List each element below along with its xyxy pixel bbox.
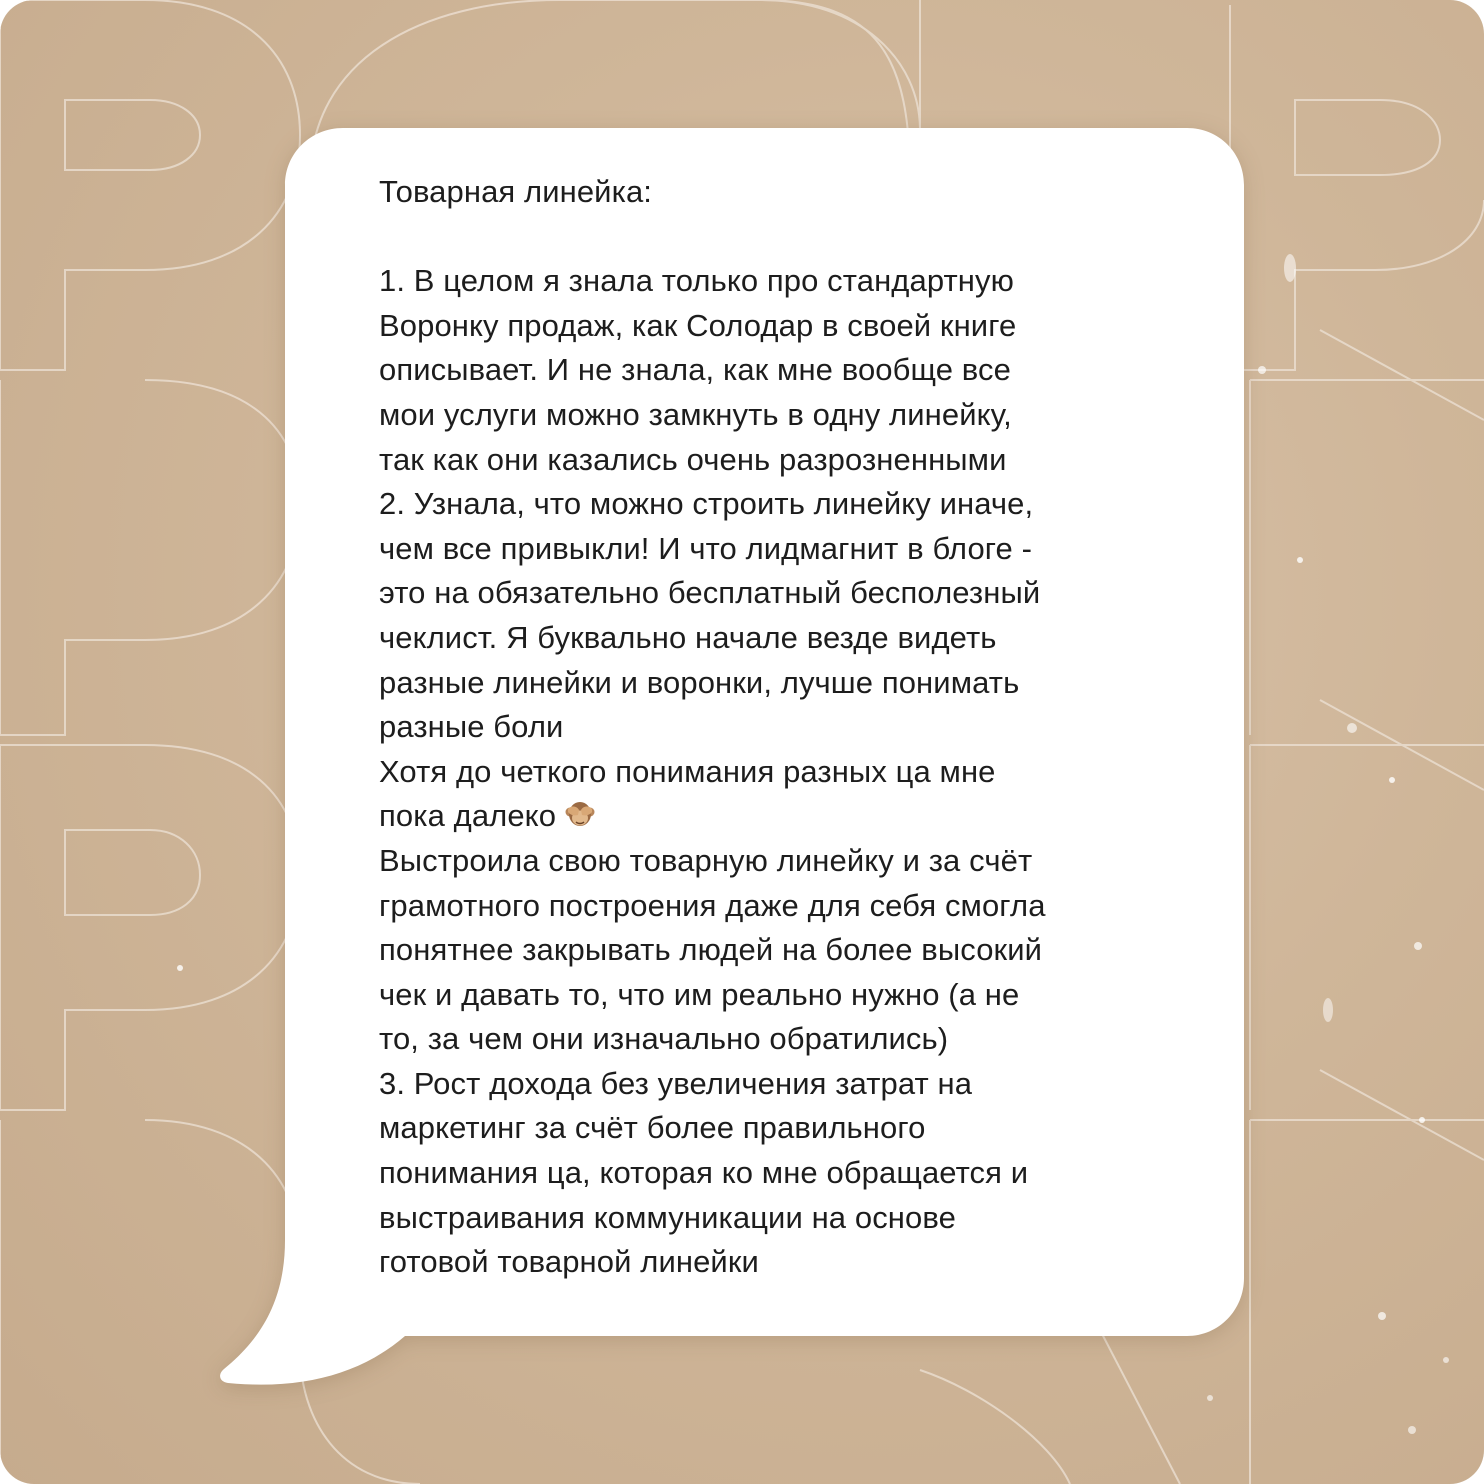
text-line-with-emoji — [379, 794, 1179, 839]
text-line: пока далеко — [379, 798, 557, 834]
text-line: чек и давать то, что им реально нужно (а не — [379, 976, 1020, 1012]
text-line: 2. Узнала, что можно строить линейку иначе, — [379, 486, 1034, 522]
text-line: понимания ца, которая ко мне обращается и — [379, 1155, 1029, 1191]
testimonial-text — [379, 170, 1179, 1285]
text-line: Товарная линейка: — [379, 174, 652, 209]
text-line: описывает. И не знала, как мне вообще все — [379, 352, 1011, 388]
text-line: разные боли — [379, 709, 564, 745]
see-no-evil-monkey-icon — [564, 798, 596, 843]
text-line: понятнее закрывать людей на более высокий — [379, 932, 1043, 968]
text-line: маркетинг за счёт более правильного — [379, 1110, 926, 1146]
text-line: 1. В целом я знала только про стандартную — [379, 263, 1014, 299]
text-line: Воронку продаж, как Солодар в своей книге — [379, 307, 1017, 343]
text-line: Хотя до четкого понимания разных ца мне — [379, 753, 996, 789]
blank-line — [379, 215, 1179, 260]
text-line: то, за чем они изначально обратились) — [379, 1021, 949, 1057]
text-line: это на обязательно бесплатный бесполезный — [379, 575, 1041, 611]
text-line: Выстроила свою товарную линейку и за счёт — [379, 842, 1033, 878]
text-line: так как они казались очень разрозненными — [379, 441, 1007, 477]
text-line: мои услуги можно замкнуть в одну линейку, — [379, 396, 1012, 432]
text-line: готовой товарной линейки — [379, 1244, 759, 1280]
text-line: разные линейки и воронки, лучше понимать — [379, 664, 1020, 700]
text-line: грамотного построения даже для себя смогла — [379, 887, 1046, 923]
text-line: чеклист. Я буквально начале везде видеть — [379, 619, 997, 655]
text-line: 3. Рост дохода без увеличения затрат на — [379, 1065, 973, 1101]
text-line: выстраивания коммуникации на основе — [379, 1199, 956, 1235]
text-line: чем все привыкли! И что лидмагнит в блоге - — [379, 530, 1032, 566]
